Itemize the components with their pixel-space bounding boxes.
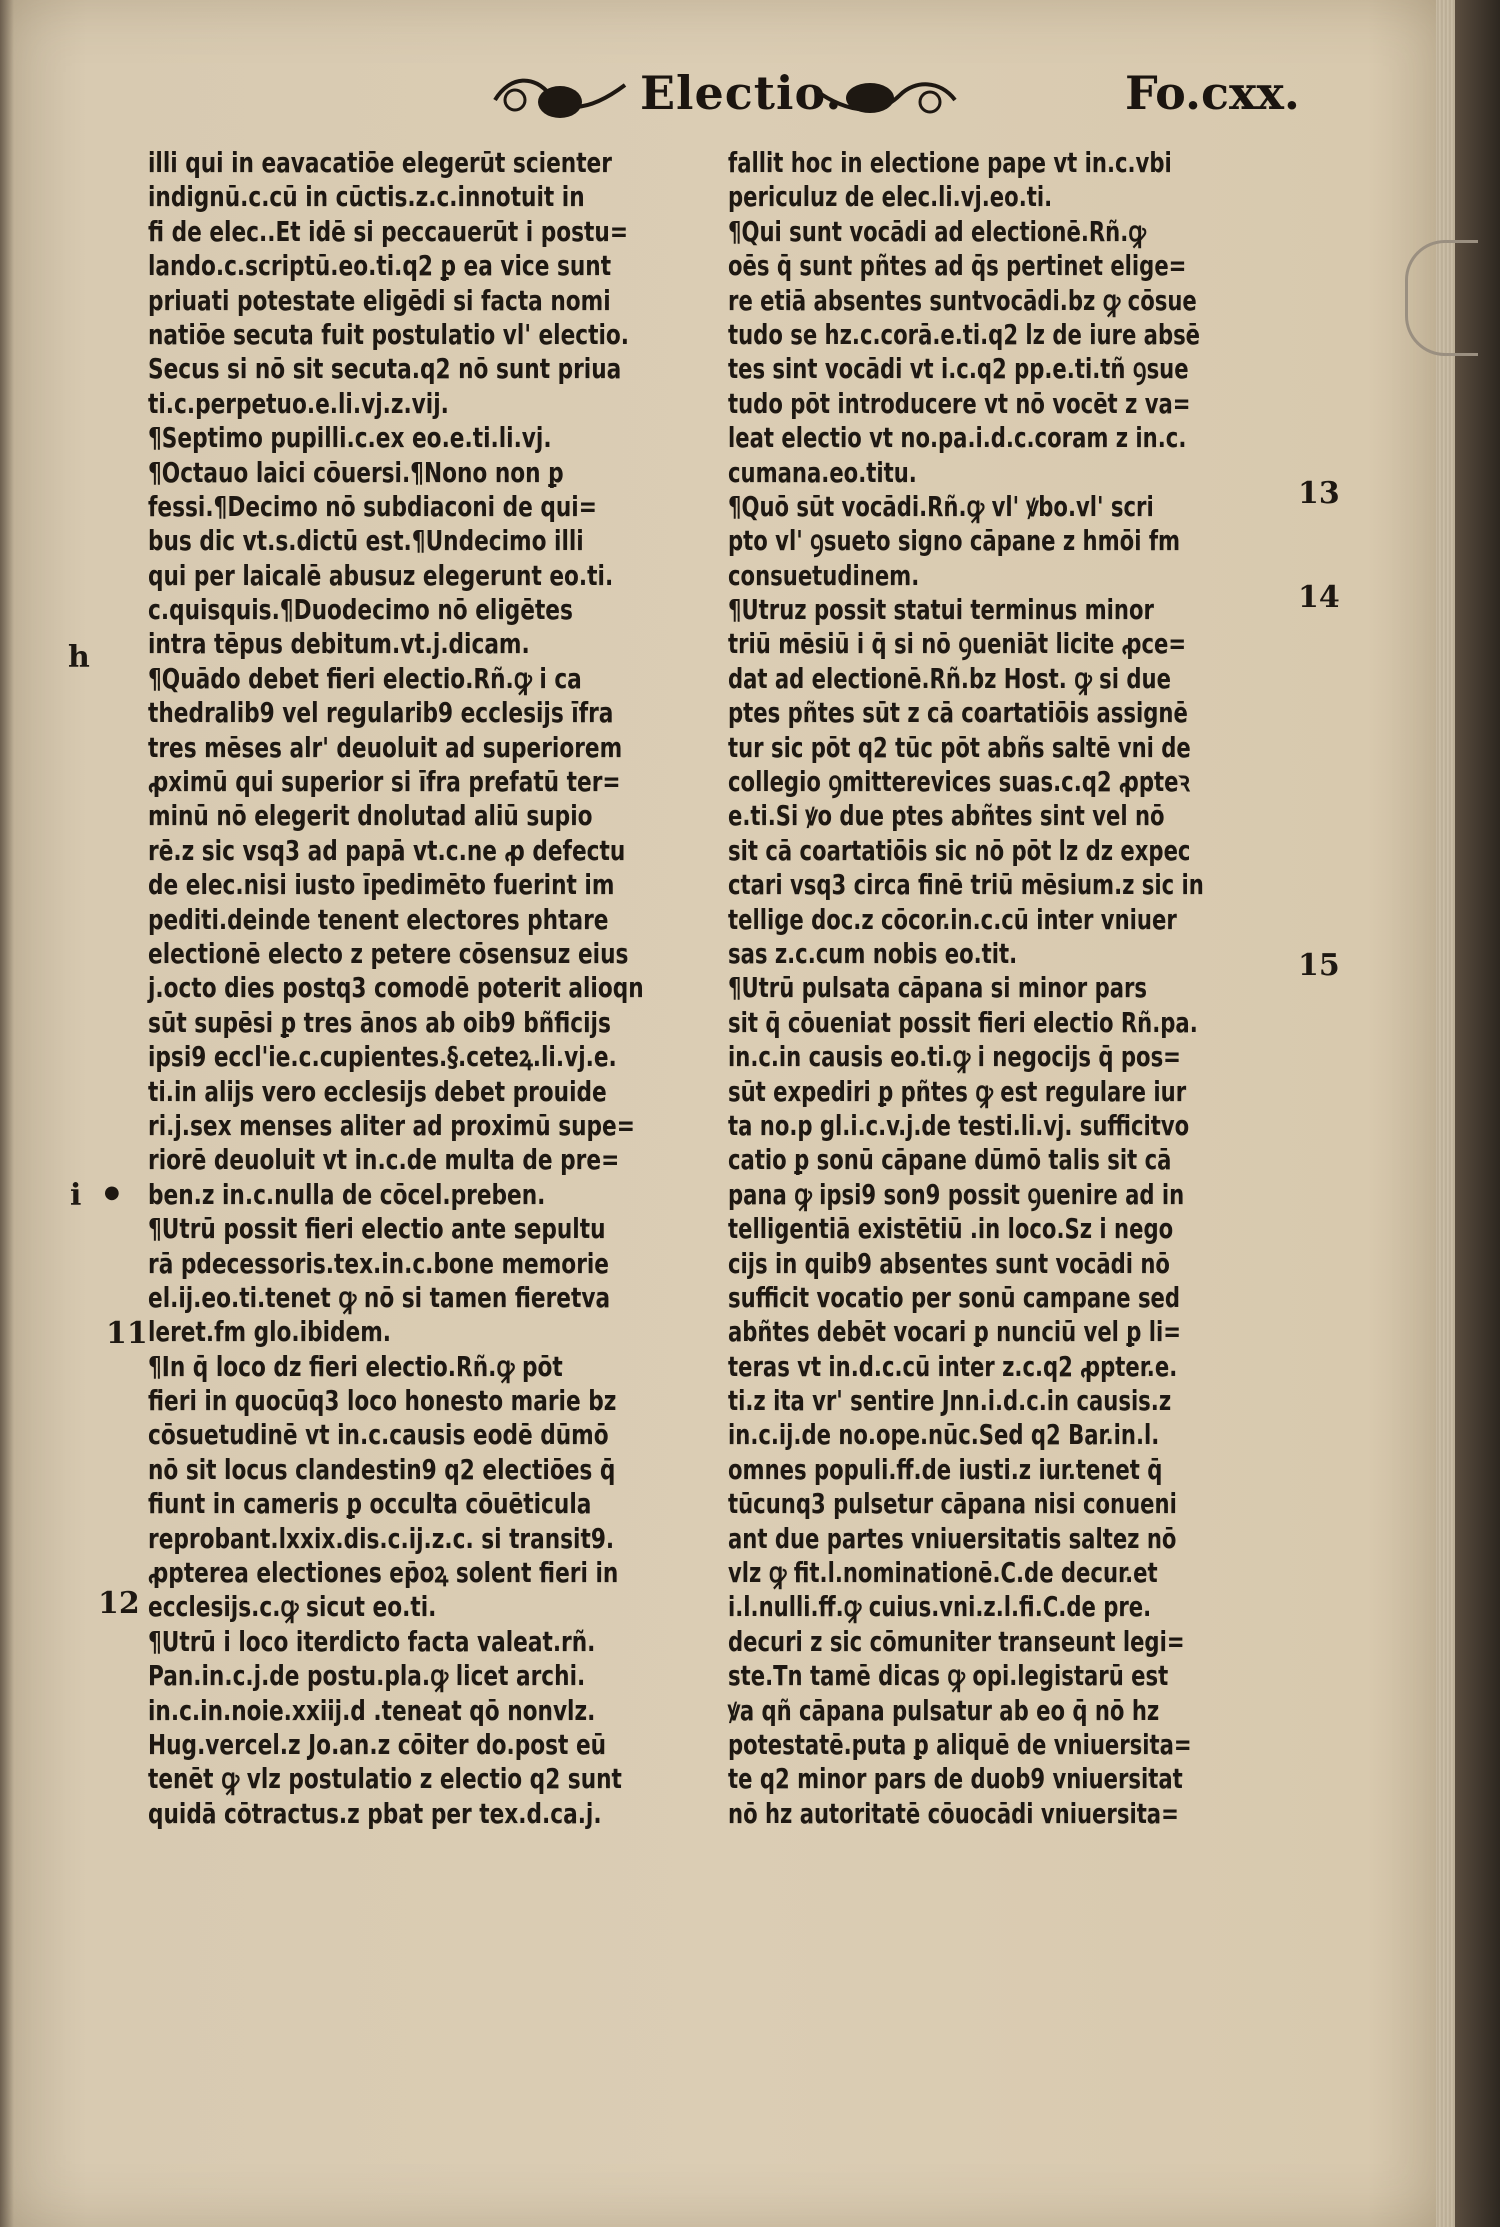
margin-note-14: 14 xyxy=(1298,580,1340,615)
text-line: oēs q̄ sunt pñtes ad q̄s pertinet elige= xyxy=(728,249,1187,283)
text-line: te q2 minor pars de duob9 vniuersitat xyxy=(728,1762,1183,1796)
text-line: i.l.nulli.ff.ꝙ cuius.vni.z.l.fi.C.de pre. xyxy=(728,1590,1152,1624)
text-line: sufficit vocatio per sonū campane sed xyxy=(728,1280,1181,1314)
text-line: qui per laicalē abusuz elegerunt eo.ti. xyxy=(148,558,614,592)
text-line: de elec.nisi iusto īpedimēto fuerint im xyxy=(148,868,615,902)
text-line: ben.z in.c.nulla de cōcel.preben. xyxy=(148,1177,546,1211)
text-line: riorē deuoluit vt in.c.de multa de pre= xyxy=(148,1143,620,1177)
text-line: tudo pōt introducere vt nō vocēt z va= xyxy=(728,386,1191,420)
text-line: nō sit locus clandestin9 q2 electiōes q̄ xyxy=(148,1452,616,1486)
text-line: tes sint vocādi vt i.c.q2 pp.e.ti.tñ ꝯsue xyxy=(728,352,1189,386)
header-title: Electio. xyxy=(640,66,843,120)
text-line: Hug.vercel.z Jo.an.z cōiter do.post eū xyxy=(148,1727,607,1761)
text-line: collegio ꝯmitterevices suas.c.q2 ꝓpteꝛ xyxy=(728,765,1190,799)
text-line: illi qui in eavacatiōe elegerūt scienter xyxy=(148,146,612,179)
text-line: ant due partes vniuersitatis saltez nō xyxy=(728,1521,1177,1555)
text-line: sit q̄ cōueniat possit fieri electio Rñ.pa. xyxy=(728,1005,1198,1039)
text-line: dat ad electionē.Rñ.bz Host. ꝙ si due xyxy=(728,661,1171,695)
text-line: tellige doc.z cōcor.in.c.cū inter vniuer xyxy=(728,902,1177,936)
left-ornament-icon xyxy=(490,70,630,130)
text-line: rē.z sic vsq3 ad papā vt.c.ne ꝓ defectu xyxy=(148,833,626,867)
margin-note-i: i xyxy=(70,1178,82,1213)
text-line: consuetudinem. xyxy=(728,558,920,592)
text-line: ¶Utrū possit fieri electio ante sepultu xyxy=(148,1212,606,1246)
text-line: minū nō elegerit dnolutad aliū supio xyxy=(148,799,593,833)
text-line: fessi.¶Decimo nō subdiaconi de qui= xyxy=(148,489,597,523)
text-line: sas z.c.cum nobis eo.tit. xyxy=(728,936,1018,970)
text-line: Secus si nō sit secuta.q2 nō sunt priua xyxy=(148,352,622,386)
right-ornament-icon xyxy=(810,70,960,130)
text-line: potestatē.puta ꝑ aliquē de vniuersita= xyxy=(728,1727,1192,1761)
text-line: intra tēpus debitum.vt.j.dicam. xyxy=(148,627,530,661)
text-line: lando.c.scriptū.eo.ti.q2 ꝑ ea vice sunt xyxy=(148,249,612,283)
text-line: ¶Octauo laici cōuersi.¶Nono non ꝑ xyxy=(148,455,564,489)
text-line: ste.Tn tamē dicas ꝙ opi.legistarū est xyxy=(728,1659,1169,1693)
text-line: ptes pñtes sūt z cā coartatiōis assignē xyxy=(728,696,1188,730)
text-line: ¶Septimo pupilli.c.ex eo.e.ti.li.vj. xyxy=(148,421,552,455)
text-line: thedralib9 vel regularib9 ecclesijs īfra xyxy=(148,696,614,730)
text-line: tres mēses alr' deuoluit ad superiorem xyxy=(148,730,623,764)
text-line: ꝓpterea electiones ep̄oꝝ solent fieri in xyxy=(148,1556,619,1590)
gutter-shadow xyxy=(0,0,14,2227)
text-line: tenēt ꝙ vlz postulatio z electio q2 sunt xyxy=(148,1762,622,1796)
text-line: cumana.eo.titu. xyxy=(728,455,917,489)
text-line: electionē electo z petere cōsensuz eius xyxy=(148,936,629,970)
text-line: ti.c.perpetuo.e.li.vj.z.vij. xyxy=(148,386,449,420)
text-line: tudo se hz.c.corā.e.ti.q2 lz de iure absē xyxy=(728,317,1201,351)
text-line: ¶Quādo debet fieri electio.Rñ.ꝙ i ca xyxy=(148,661,582,695)
text-line: ecclesijs.c.ꝙ sicut eo.ti. xyxy=(148,1590,437,1624)
running-header xyxy=(490,62,1300,142)
text-line: j.octo dies postq3 comodē poterit alioqn xyxy=(148,971,644,1005)
text-line: cōsuetudinē vt in.c.causis eodē dūmō xyxy=(148,1418,609,1452)
text-line: ¶In q̄ loco dz fieri electio.Rñ.ꝙ pōt xyxy=(148,1349,563,1383)
text-line: e.ti.Si ꝟo due ptes abñtes sint vel nō xyxy=(728,799,1165,833)
text-line: pto vl' ꝯsueto signo cāpane z hmōi fm xyxy=(728,524,1181,558)
text-line: reprobant.lxxix.dis.c.ij.z.c. si transit9. xyxy=(148,1521,615,1555)
text-line: vlz ꝙ fit.l.nominationē.C.de decur.et xyxy=(728,1556,1158,1590)
text-line: tur sic pōt q2 tūc pōt abñs saltē vni de xyxy=(728,730,1191,764)
text-line: rā pdecessoris.tex.in.c.bone memorie xyxy=(148,1246,610,1280)
text-line: cijs in quib9 absentes sunt vocādi nō xyxy=(728,1246,1170,1280)
text-line: natiōe secuta fuit postulatio vl' electio. xyxy=(148,317,630,351)
text-line: nō hz autoritatē cōuocādi vniuersita= xyxy=(728,1796,1179,1830)
text-line: leat electio vt no.pa.i.d.c.coram z in.c. xyxy=(728,421,1187,455)
text-line: ¶Utrū pulsata cāpana si minor pars xyxy=(728,971,1148,1005)
text-line: teras vt in.d.c.cū inter z.c.q2 ꝓpter.e. xyxy=(728,1349,1178,1383)
text-line: re etiā absentes suntvocādi.bz ꝙ cōsue xyxy=(728,283,1197,317)
text-line: triū mēsiū i q̄ si nō ꝯueniāt licite ꝓce= xyxy=(728,627,1187,661)
right-text-column xyxy=(728,146,1204,1831)
text-line: ¶Utruz possit statui terminus minor xyxy=(728,593,1154,627)
margin-note-12: 12 xyxy=(98,1586,140,1621)
text-line: sūt expediri ꝑ pñtes ꝙ est regulare iur xyxy=(728,1074,1187,1108)
text-line: telligentiā existētiū .in loco.Sz i nego xyxy=(728,1212,1174,1246)
text-line: pediti.deinde tenent electores phtare xyxy=(148,902,609,936)
margin-note-15: 15 xyxy=(1298,948,1340,983)
left-text-column xyxy=(148,146,644,1831)
text-line: quidā cōtractus.z pbat per tex.d.ca.j. xyxy=(148,1796,602,1830)
text-line: ꝟa qñ cāpana pulsatur ab eo q̄ nō hz xyxy=(728,1693,1160,1727)
text-line: pana ꝙ ipsi9 son9 possit ꝯuenire ad in xyxy=(728,1177,1185,1211)
text-line: ¶Utrū i loco iterdicto facta valeat.rñ. xyxy=(148,1624,596,1658)
text-line: fieri in quocūq3 loco honesto marie bz xyxy=(148,1384,617,1418)
text-line: in.c.in causis eo.ti.ꝙ i negocijs q̄ pos= xyxy=(728,1040,1181,1074)
text-line: bus dic vt.s.dictū est.¶Undecimo illi xyxy=(148,524,584,558)
text-line: indignū.c.cū in cūctis.z.c.innotuit in xyxy=(148,180,585,214)
text-line: ¶Quō sūt vocādi.Rñ.ꝙ vl' ꝟbo.vl' scri xyxy=(728,489,1154,523)
text-line: leret.fm glo.ibidem. xyxy=(148,1315,392,1349)
text-line: periculuz de elec.li.vj.eo.ti. xyxy=(728,180,1053,214)
margin-note-11: 11 xyxy=(106,1316,148,1351)
text-line: fiunt in cameris ꝑ occulta cōuēticula xyxy=(148,1487,592,1521)
text-line: Pan.in.c.j.de postu.pla.ꝙ licet archi. xyxy=(148,1659,586,1693)
text-line: sit cā coartatiōis sic nō pōt lz dz expec xyxy=(728,833,1191,867)
text-line: ti.z ita vr' sentire Jnn.i.d.c.in causis.z xyxy=(728,1384,1172,1418)
text-line: ctari vsq3 circa finē triū mēsium.z sic in xyxy=(728,868,1204,902)
text-line: el.ij.eo.ti.tenet ꝙ nō si tamen fieretva xyxy=(148,1280,611,1314)
text-line: ti.in alijs vero ecclesijs debet prouide xyxy=(148,1074,607,1108)
text-line: omnes populi.ff.de iusti.z iur.tenet q̄ xyxy=(728,1452,1163,1486)
text-line: in.c.in.noie.xxiij.d .teneat qō nonvlz. xyxy=(148,1693,596,1727)
text-line: ri.j.sex menses aliter ad proximū supe= xyxy=(148,1108,635,1142)
text-line: catio ꝑ sonū cāpane dūmō talis sit cā xyxy=(728,1143,1172,1177)
text-line: ipsi9 eccl'ie.c.cupientes.§.ceteꝝ.li.vj.e. xyxy=(148,1040,617,1074)
text-line: ¶Qui sunt vocādi ad electionē.Rñ.ꝙ xyxy=(728,214,1146,248)
text-line: sūt supēsi ꝑ tres ānos ab oib9 bñficijs xyxy=(148,1005,611,1039)
margin-note-h: h xyxy=(68,640,90,675)
margin-note-13: 13 xyxy=(1298,476,1340,511)
clip-mark xyxy=(1405,240,1478,356)
text-line: tūcunq3 pulsetur cāpana nisi conueni xyxy=(728,1487,1177,1521)
text-line: abñtes debēt vocari ꝑ nunciū vel ꝑ li= xyxy=(728,1315,1182,1349)
text-line: c.quisquis.¶Duodecimo nō eligētes xyxy=(148,593,573,627)
text-line: ta no.p gl.i.c.v.j.de testi.li.vj. sufficitvo xyxy=(728,1108,1190,1142)
text-line: in.c.ij.de no.ope.nūc.Sed q2 Bar.in.l. xyxy=(728,1418,1160,1452)
text-line: ꝓximū qui superior si īfra prefatū ter= xyxy=(148,765,621,799)
text-line: fi de elec..Et idē si peccauerūt i postu= xyxy=(148,214,629,248)
margin-bullet-icon: ● xyxy=(104,1182,120,1203)
text-line: fallit hoc in electione pape vt in.c.vbi xyxy=(728,146,1172,179)
text-line: decuri z sic cōmuniter transeunt legi= xyxy=(728,1624,1185,1658)
folio-number: Fo.cxx. xyxy=(1125,66,1300,120)
text-line: priuati potestate eligēdi si facta nomi xyxy=(148,283,611,317)
